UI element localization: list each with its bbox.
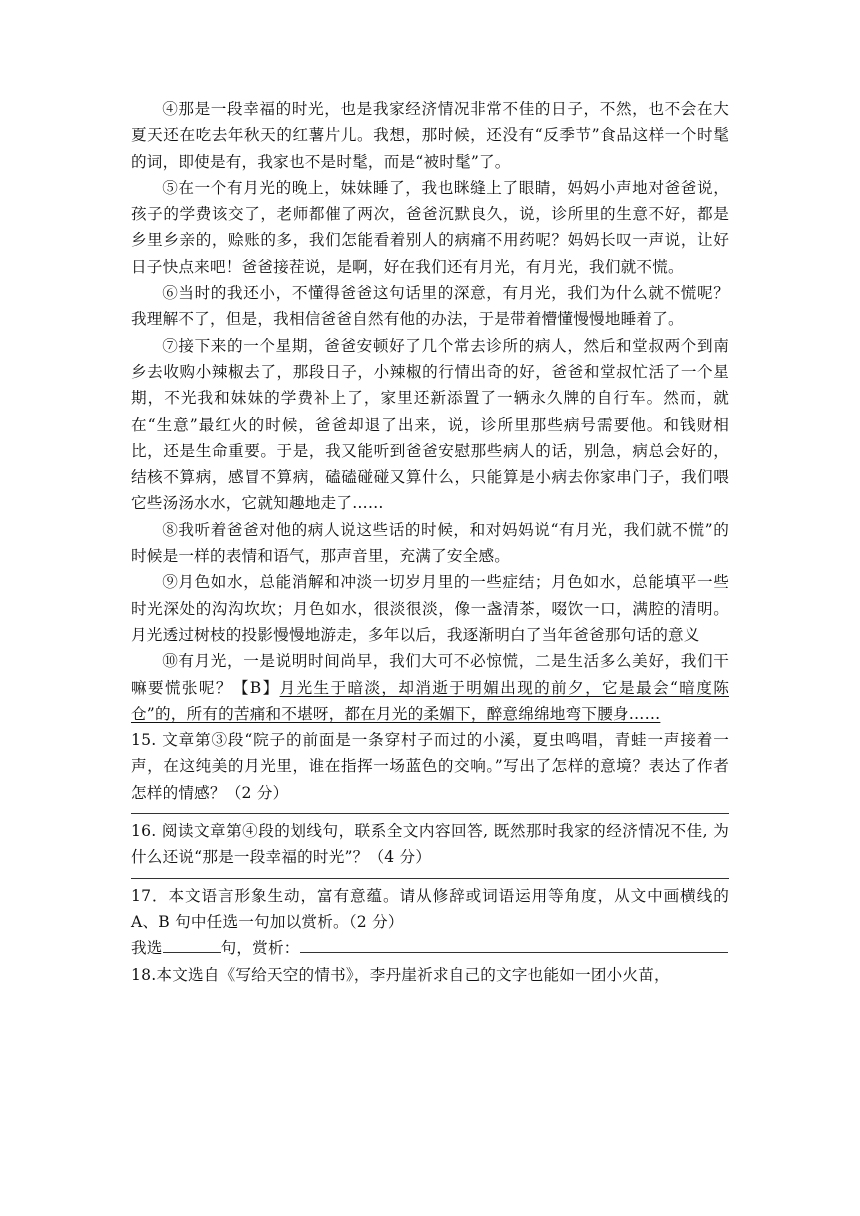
question-16: 16. 阅读文章第④段的划线句，联系全文内容回答, 既然那时我家的经济情况不佳, 为什么还说“那是一段幸福的时光”？（4 分）: [131, 822, 729, 867]
appreciation-blank[interactable]: [300, 936, 728, 953]
answer-line-15[interactable]: [131, 813, 729, 814]
paragraph-4: ④那是一段幸福的时光，也是我家经济情况非常不佳的日子，不然，也不会在大夏天还在吃去年秋天的红薯片儿。我想，那时候，还没有“反季节”食品这样一个时髦的词，即使是有，我家也不是时髦，而是“被时髦”了。: [131, 100, 729, 171]
paragraph-10-text: ⑩有月光，一是说明时间尚早，我们大可不必惊慌，二是生活多么美好，我们干嘛要慌张呢？: [131, 652, 729, 697]
question-15: 15. 文章第③段“院子的前面是一条穿村子而过的小溪，夏虫鸣唱，青蛙一声接着一声，在这纯美的月光里，谁在指挥一场蓝色的交响。”写出了怎样的意境？表达了作者怎样的情感？（2 分）: [131, 731, 729, 802]
paragraph-10: [131, 648, 729, 727]
answer-line-16[interactable]: [131, 878, 729, 879]
question-17: 17．本文语言形象生动，富有意蕴。请从修辞或词语运用等角度，从文中画横线的 A、B 句中任选一句加以赏析。（2 分）: [131, 886, 729, 931]
paragraph-5: ⑤在一个有月光的晚上，妹妹睡了，我也眯缝上了眼睛，妈妈小声地对爸爸说，孩子的学费该交了，老师都催了两次，爸爸沉默良久，说，诊所里的生意不好，都是乡里乡亲的，赊账的多，我们怎能看着别人的病痛不用药呢？妈妈长叹一声说，让好日子快点来吧！爸爸接茬说，是啊，好在我们还有月光，有月光，我们就不慌。: [131, 178, 729, 276]
question-18: 18.本文选自《写给天空的情书》，李丹崖祈求自己的文字也能如一团小火苗，: [131, 965, 670, 984]
document-page: [131, 96, 729, 988]
choose-prefix: 我选: [131, 939, 163, 958]
paragraph-7: ⑦接下来的一个星期，爸爸安顿好了几个常去诊所的病人，然后和堂叔两个到南乡去收购小辣椒去了，那段日子，小辣椒的行情出奇的好，爸爸和堂叔忙活了一个星期，不光我和妹妹的学费补上了，家里还新添置了一辆永久牌的自行车。然而，就在“生意”最红火的时候，爸爸却退了出来，说，诊所里那些病号需要他。和钱财相比，还是生命重要。于是，我又能听到爸爸安慰那些病人的话，别急，病总会好的，结核不算病，感冒不算病，磕磕碰碰又算什么，只能算是小病去你家串门子，我们喂它些汤汤水水，它就知趣地走了……: [131, 336, 729, 513]
paragraph-6: ⑥当时的我还小，不懂得爸爸这句话里的深意，有月光，我们为什么就不慌呢？我理解不了，但是，我相信爸爸自然有他的办法，于是带着懵懂慢慢地睡着了。: [131, 284, 729, 329]
choose-suffix: 句，赏析：: [220, 939, 300, 958]
paragraph-9: ⑨月色如水，总能消解和冲淡一切岁月里的一些症结；月色如水，总能填平一些时光深处的沟沟坎坎；月色如水，很淡很淡，像一盏清茶，啜饮一口，满腔的清明。月光透过树枝的投影慢慢地游走，多年以后，我逐渐明白了当年爸爸那句话的意义: [131, 573, 729, 644]
question-17-answer-row: [131, 935, 729, 961]
sentence-b-marker: 【B】: [232, 678, 280, 697]
sentence-b-underlined: 月光生于暗淡，却消逝于明媚出现的前夕，它是最会“暗度陈仓”的，所有的苦痛和不堪呀，都在月光的柔媚下，醉意绵绵地弯下腰身……: [131, 678, 730, 723]
sentence-choice-blank[interactable]: [163, 936, 221, 953]
paragraph-8: ⑧我听着爸爸对他的病人说这些话的时候，和对妈妈说“有月光，我们就不慌”的时候是一样的表情和语气，那声音里，充满了安全感。: [131, 520, 729, 566]
